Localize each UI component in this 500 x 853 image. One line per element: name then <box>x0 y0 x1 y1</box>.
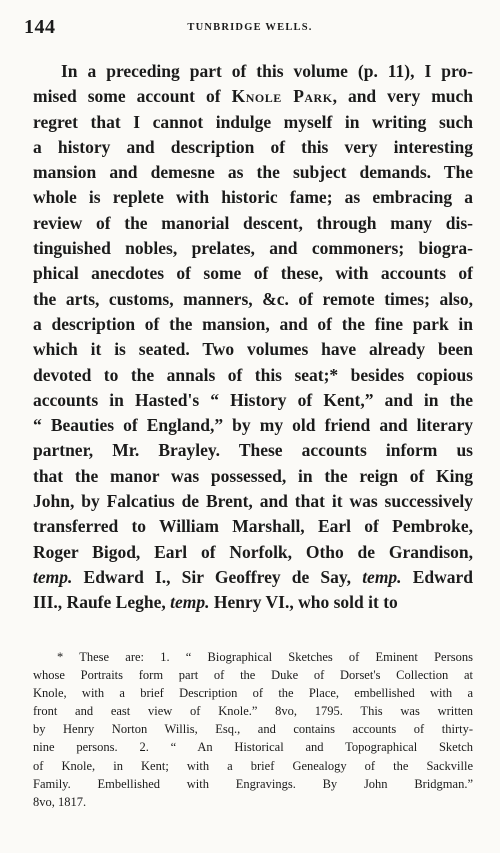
body-line: “ Beauties of England,” by my old friend and literary <box>33 415 473 436</box>
body-line: tinguished nobles, prelates, and commoners; biogra- <box>33 238 473 259</box>
page-number: 144 <box>24 16 56 38</box>
footnote-line: Knole, with a brief Description of the Place, embellished with a <box>33 686 473 701</box>
body-line <box>33 84 473 109</box>
text-run: III., Raufe Leghe, <box>33 592 171 613</box>
footnote-line: by Henry Norton Willis, Esq., and contains accounts of thirty- <box>33 722 473 737</box>
body-line: John, by Falcatius de Brent, and that it was successively <box>33 491 473 512</box>
body-line: accounts in Hasted's “ History of Kent,” and in the <box>33 389 473 410</box>
text-run: Edward I., Sir Geoffrey de Say, <box>72 566 363 587</box>
text-run: Henry VI., who sold it to <box>209 592 398 613</box>
body-line: phical anecdotes of some of these, with accounts of <box>33 263 473 284</box>
body-line: devoted to the annals of this seat;* besides copious <box>33 364 473 385</box>
body-line: regret that I cannot indulge myself in writing such <box>33 111 473 132</box>
body-line: the arts, customs, manners, &c. of remote times; also, <box>33 288 473 309</box>
body-text <box>33 59 473 616</box>
body-line: transferred to William Marshall, Earl of Pembroke, <box>33 516 473 537</box>
body-line: a history and description of this very interesting <box>33 136 473 157</box>
body-line: a description of the mansion, and of the fine park in <box>33 313 473 334</box>
text-run: mised some account of <box>33 86 232 107</box>
body-line: review of the manorial descent, through many dis- <box>33 212 473 233</box>
italic-term: temp. <box>33 566 73 587</box>
footnote-line: * These are: 1. “ Biographical Sketches of Eminent Persons <box>57 650 473 664</box>
place-name: Knole Park <box>231 86 333 107</box>
body-line <box>33 565 473 590</box>
page-header <box>24 16 476 40</box>
body-line <box>33 590 473 615</box>
body-line: Roger Bigod, Earl of Norfolk, Otho de Grandison, <box>33 541 473 562</box>
body-line: that the manor was possessed, in the reign of King <box>33 465 473 486</box>
running-head: TUNBRIDGE WELLS. <box>187 22 313 33</box>
footnote <box>33 648 473 811</box>
body-line: In a preceding part of this volume (p. 11), I pro- <box>61 61 473 81</box>
text-run: , and very much <box>332 86 474 107</box>
footnote-line: whose Portraits form part of the Duke of Dorset's Collection at <box>33 668 473 683</box>
italic-term: temp. <box>170 592 210 613</box>
body-line: partner, Mr. Brayley. These accounts inform us <box>33 440 473 461</box>
footnote-line: nine persons. 2. “ An Historical and Topographical Sketch <box>33 740 473 755</box>
italic-term: temp. <box>362 566 402 587</box>
footnote-line: front and east view of Knole.” 8vo, 1795. This was written <box>33 704 473 719</box>
footnote-line: of Knole, in Kent; with a brief Genealogy of the Sackville <box>33 758 473 773</box>
body-line: which it is seated. Two volumes have already been <box>33 339 473 360</box>
footnote-line: Family. Embellished with Engravings. By John Bridgman.” <box>33 776 473 791</box>
footnote-line: 8vo, 1817. <box>33 794 87 809</box>
body-line: whole is replete with historic fame; as embracing a <box>33 187 473 208</box>
text-run: Edward <box>401 566 473 587</box>
body-line: mansion and demesne as the subject demands. The <box>33 162 473 183</box>
